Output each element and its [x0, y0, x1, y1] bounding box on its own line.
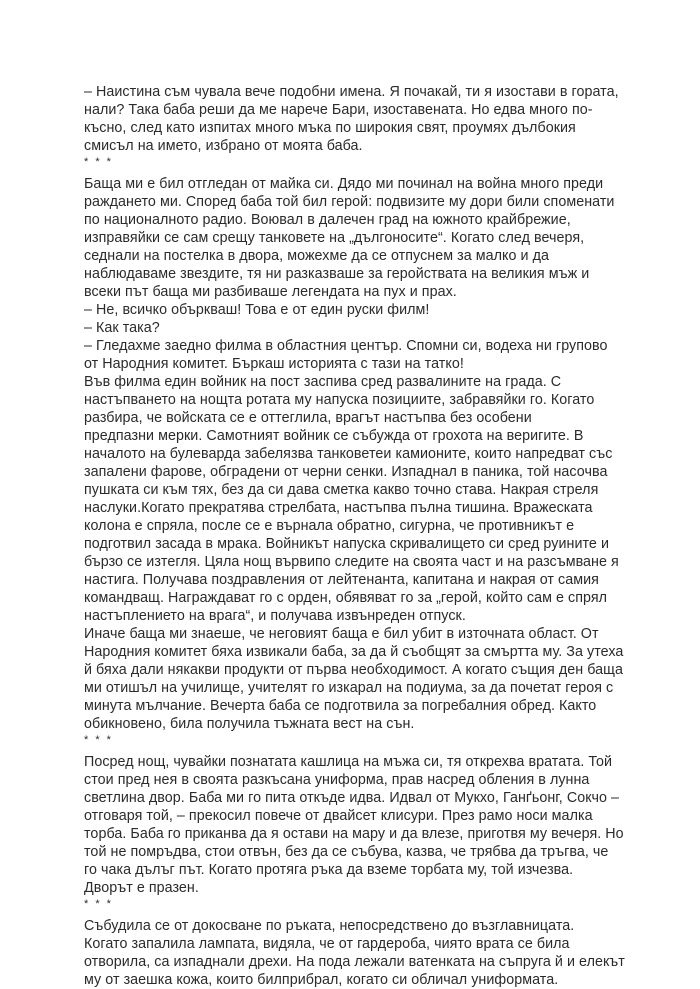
text-line: торба. Баба го приканва да я остави на мару и да влезе, приготвя му вечеря. Но [84, 826, 624, 842]
text-line: го чака дълъг път. Когато протяга ръка да вземе торбата му, той изчезва. [84, 862, 574, 878]
text-line: Във филма един войник на пост заспива сред развалините на града. С [84, 374, 562, 390]
text-line: – Наистина съм чувала вече подобни имена. Я почакай, ти я изостави в гората, [84, 84, 619, 100]
text-line: отворила, са изпаднали дрехи. На пода лежали ватенката на съпруга й и елекът [84, 954, 625, 970]
text-line: наслуки.Когато прекратява стрелбата, настъпва пълна тишина. Вражеската [84, 500, 593, 516]
text-line: смисъл на името, избрано от моята баба. [84, 138, 363, 154]
text-line: ми отишъл на училище, учителят го изкарал на подиума, за да почетат героя с [84, 680, 614, 696]
text-line: късно, след като изпитах много мъка по широкия свят, проумях дълбокия [84, 120, 576, 136]
text-line: седнали на постелка в двора, можехме да се отпуснем за малко и да [84, 248, 549, 264]
text-line: Дворът е празен. [84, 880, 199, 896]
text-line: изправяйки се сам срещу танковете на „дългоносите“. Когато след вечеря, [84, 230, 585, 246]
text-line: бързо се изтегля. Цяла нощ вървипо следите на своята част и на разсъмване я [84, 554, 619, 570]
text-line: настъплението на врага“, и получава извънреден отпуск. [84, 608, 466, 624]
text-line: той не помръдва, стои отвън, без да се събува, казва, че трябва да тръгва, че [84, 844, 609, 860]
text-line: настига. Получава поздравления от лейтенанта, капитана и накрая от самия [84, 572, 599, 588]
text-line: предпазни мерки. Самотният войник се събужда от грохота на веригите. В [84, 428, 584, 444]
text-line: минута мълчание. Вечерта баба се подготвила за погребалния обред. Както [84, 698, 597, 714]
text-line: раждането ми. Според баба той бил герой: подвизите му дори били споменати [84, 194, 615, 210]
section-separator: * * * [84, 156, 113, 168]
text-line: отговаря той, – прекосил повече от двайсет клисури. През рамо носи малка [84, 808, 593, 824]
text-line: Баща ми е бил отгледан от майка си. Дядо ми починал на война много преди [84, 176, 604, 192]
text-line: настъпването на нощта ротата му напуска позициите, забравяйки го. Когато [84, 392, 595, 408]
text-line: пушката си към тях, без да си дава сметка какво точно става. Накрая стреля [84, 482, 599, 498]
text-line: Когато запалила лампата, видяла, че от гардероба, чиято врата се била [84, 936, 570, 952]
text-line: Посред нощ, чувайки познатата кашлица на мъжа си, тя открехва вратата. Той [84, 754, 613, 770]
text-line: светлина двор. Баба ми го пита откъде идва. Идвал от Мукхо, Ганґьонг, Сокчо – [84, 790, 620, 806]
text-line: – Гледахме заедно филма в областния център. Спомни си, водеха ни групово [84, 338, 608, 354]
text-line: от Народния комитет. Бъркаш историята с тази на татко! [84, 356, 464, 372]
text-line: обикновено, била получила тъжната вест на сън. [84, 716, 415, 732]
section-separator: * * * [84, 898, 113, 910]
text-line: запалени фарове, обградени от черни сенки. Изпаднал в паника, той насочва [84, 464, 608, 480]
text-line: й бяха дали някакви продукти от първа необходимост. А когато същия ден баща [84, 662, 623, 678]
text-line: всеки път баща ми разбиваше легендата на пух и прах. [84, 284, 457, 300]
text-line: началото на булеварда забелязва танковетеи камионите, които напредват със [84, 446, 613, 462]
text-line: по националното радио. Воювал в далечен град на южното крайбрежие, [84, 212, 571, 228]
text-line: му от заешка кожа, които билприбрал, когато си обличал униформата. [84, 972, 559, 988]
text-line: нали? Така баба реши да ме нарече Бари, изоставената. Но едва много по- [84, 102, 593, 118]
document-text [84, 83, 625, 989]
text-line: стои пред нея в своята разкъсана униформа, прав насред обления в лунна [84, 772, 590, 788]
text-line: наблюдаваме звездите, тя ни разказваше за геройствата на великия мъж и [84, 266, 590, 282]
text-line: Събудила се от докосване по ръката, непосредствено до възглавницата. [84, 918, 575, 934]
text-line: Иначе баща ми знаеше, че неговият баща е бил убит в източната област. От [84, 626, 599, 642]
section-separator: * * * [84, 734, 113, 746]
text-line: колона е спряла, после се е върнала обратно, сигурна, че противникът е [84, 518, 575, 534]
text-line: подготвил засада в мрака. Войникът напуска скривалището си сред руините и [84, 536, 609, 552]
text-line: разбира, че войската се е оттеглила, врагът настъпва без особени [84, 410, 532, 426]
text-line: командващ. Награждават го с орден, обявяват го за „герой, който сам е спрял [84, 590, 608, 606]
text-line: – Не, всичко объркваш! Това е от един руски филм! [84, 302, 430, 318]
text-line: Народния комитет бяха извикали баба, за да й съобщят за смъртта му. За утеха [84, 644, 624, 660]
text-line: – Как така? [84, 320, 160, 336]
